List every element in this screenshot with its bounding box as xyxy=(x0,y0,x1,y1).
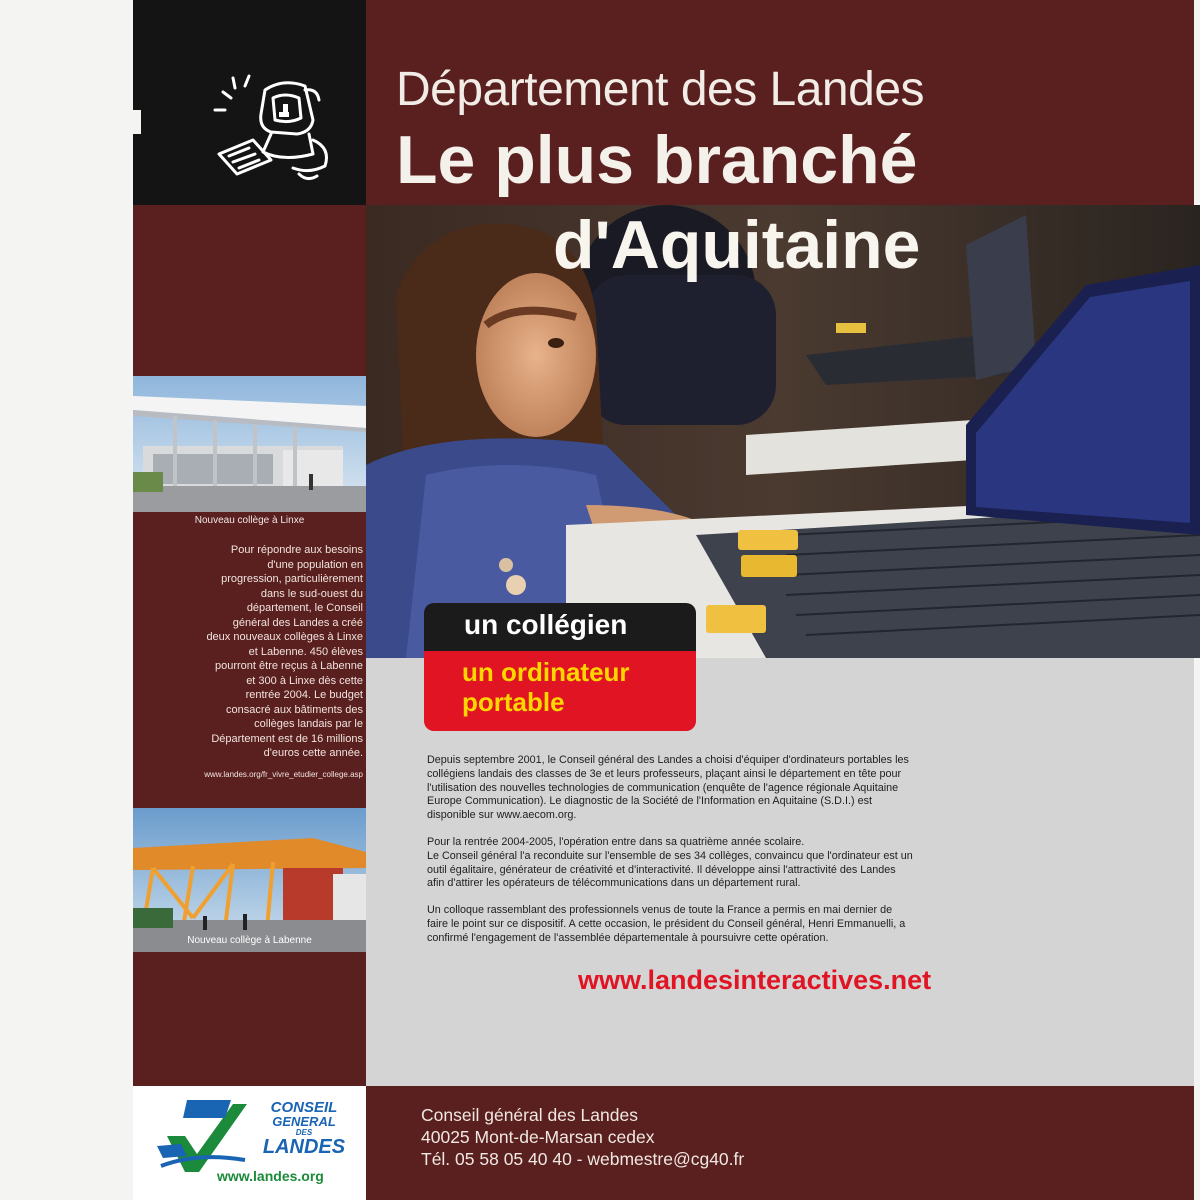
headline-department: Département des Landes xyxy=(396,63,925,116)
left-sidebar xyxy=(133,0,366,1200)
contact-org: Conseil général des Landes xyxy=(421,1105,638,1125)
contact-phone-email[interactable]: Tél. 05 58 05 40 40 - webmestre@cg40.fr xyxy=(421,1149,745,1169)
article-paragraph-1 xyxy=(427,754,983,823)
sidebar-text-line: Département est de 16 millions xyxy=(211,732,363,745)
article-line: afin d'attirer les opérateurs de télécommunications dans un département rural. xyxy=(427,877,801,890)
logo-word-des: DES xyxy=(295,1128,313,1137)
article-line: Europe Communication). Le diagnostic de la Société de l'Information en Aquitaine (S.D.I.) est xyxy=(427,795,872,808)
headline-region: d'Aquitaine xyxy=(553,207,921,283)
sidebar-text-line: général des Landes a créé xyxy=(232,616,363,629)
article-paragraph-2 xyxy=(427,836,983,891)
sidebar-text-line: dans le sud-ouest du xyxy=(260,587,363,600)
landesinteractives-link[interactable]: www.landesinteractives.net xyxy=(578,965,932,995)
landes-checkmark-icon xyxy=(157,1096,247,1174)
computer-mascot-icon xyxy=(213,70,343,190)
logo-website-link[interactable]: www.landes.org xyxy=(217,1168,324,1184)
article-line: Depuis septembre 2001, le Conseil général des Landes a choisi d'équiper d'ordinateurs portables les xyxy=(427,754,909,766)
article-line: disponible sur www.aecom.org. xyxy=(427,809,577,822)
sidebar-text-line: progression, particulièrement xyxy=(221,573,363,585)
sidebar-header xyxy=(133,0,366,205)
photo-caption-labenne: Nouveau collège à Labenne xyxy=(187,935,312,946)
sidebar-text-line: et Labenne. 450 élèves xyxy=(248,645,363,658)
logo-word-conseil: CONSEIL xyxy=(270,1099,338,1116)
badge-collegien xyxy=(424,603,696,651)
sidebar-text-line: département, le Conseil xyxy=(246,602,363,614)
article-line: faire le point sur ce dispositif. A cette occasion, le président du Conseil général, Henri Emmanuelli, a xyxy=(427,917,906,930)
article-line: collégiens landais des classes de 3e et leurs professeurs, plaçant ainsi le département en tête pour xyxy=(427,767,902,780)
contact-address xyxy=(421,1104,744,1170)
article-line: Le Conseil général l'a reconduite sur l'ensemble de ses 34 collèges, convaincu que l'ordinateur est un xyxy=(427,849,913,862)
contact-city: 40025 Mont-de-Marsan cedex xyxy=(421,1127,655,1147)
article-line: l'utilisation des nouvelles technologies de communication (enquête de l'agence régionale Aquitaine xyxy=(427,781,899,794)
article-line: outil égalitaire, générateur de créativité et d'interactivité. Il développe ainsi l'attractivité des Landes xyxy=(427,863,896,876)
badge-collegien-label: un collégien xyxy=(464,609,628,640)
logo-word-general: GENERAL xyxy=(272,1114,336,1129)
sidebar-text-line: et 300 à Linxe dès cette xyxy=(246,674,363,687)
sidebar-text-line: pourront être reçus à Labenne xyxy=(215,660,363,672)
headline-main: Le plus branché xyxy=(396,122,918,198)
article-line: confirmé l'engagement de l'assemblée départementale à poursuivre cette opération. xyxy=(427,931,829,944)
article-body xyxy=(427,754,983,959)
badge-ordinateur-line1: un ordinateur xyxy=(462,657,630,687)
photo-caption-linxe: Nouveau collège à Linxe xyxy=(194,515,305,526)
sidebar-text-line: collèges landais par le xyxy=(254,718,363,730)
logo-wordmark xyxy=(245,1100,363,1157)
badge-ordinateur xyxy=(424,651,696,731)
article-line: Un colloque rassemblant des professionnels venus de toute la France a permis en mai dernier de xyxy=(427,904,893,917)
contact-footer xyxy=(366,1086,1200,1200)
sidebar-article-text xyxy=(143,543,363,761)
conseil-general-logo[interactable] xyxy=(133,1086,366,1200)
article-paragraph-3 xyxy=(427,904,983,945)
logo-word-landes: LANDES xyxy=(262,1136,346,1158)
sidebar-text-line: d'euros cette année. xyxy=(263,747,363,759)
sidebar-text-line: rentrée 2004. Le budget xyxy=(245,689,363,701)
photo-college-labenne xyxy=(133,808,366,952)
sidebar-text-line: consacré aux bâtiments des xyxy=(226,703,363,716)
photo-college-linxe xyxy=(133,376,366,512)
page-tab-marker xyxy=(133,110,141,134)
sidebar-text-line: deux nouveaux collèges à Linxe xyxy=(206,631,363,643)
badge-ordinateur-line2: portable xyxy=(462,687,565,717)
sidebar-text-line: d'une population en xyxy=(267,558,363,571)
sidebar-text-line: Pour répondre aux besoins xyxy=(230,544,363,556)
article-line: Pour la rentrée 2004-2005, l'opération entre dans sa quatrième année scolaire. xyxy=(427,835,805,848)
sidebar-link[interactable]: www.landes.org/fr_vivre_etudier_college.asp xyxy=(204,770,363,779)
